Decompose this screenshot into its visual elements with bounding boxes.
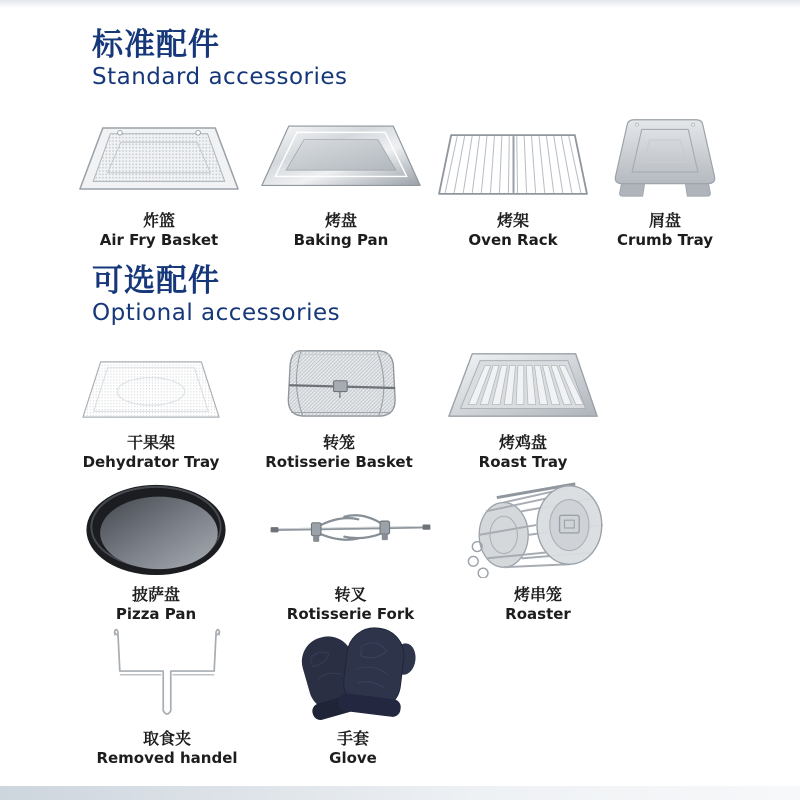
optional-section-header — [92, 264, 340, 328]
accessory-card-glove — [272, 618, 434, 769]
air-fry-basket-icon — [78, 112, 240, 204]
page-bottom-edge-shade — [0, 786, 800, 800]
rotisserie-fork-icon — [268, 492, 433, 564]
accessory-name-en: Baking Pan — [293, 231, 389, 249]
baking-pan-icon — [260, 112, 422, 204]
accessory-card-baking-pan — [260, 110, 422, 251]
accessory-name-zh: 取食夹 — [142, 729, 191, 748]
accessory-name-en: Dehydrator Tray — [82, 453, 220, 471]
accessory-card-removal-handle — [86, 618, 248, 769]
pizza-pan-icon — [82, 480, 230, 578]
accessory-name-en: Oven Rack — [468, 231, 558, 249]
roaster-icon — [459, 478, 617, 578]
accessory-name-en: Glove — [329, 749, 377, 767]
accessory-name-en: Rotisserie Fork — [286, 605, 415, 623]
accessory-name-zh: 烤架 — [496, 211, 529, 230]
dehydrator-tray-icon — [76, 352, 226, 426]
accessory-card-pizza-pan — [75, 478, 237, 625]
accessory-name-zh: 披萨盘 — [131, 585, 180, 604]
accessory-name-en: Roast Tray — [478, 453, 568, 471]
accessory-card-rotisserie-fork — [268, 478, 433, 625]
standard-section-header — [92, 28, 348, 92]
accessory-card-roast-tray — [442, 338, 604, 473]
accessory-name-en: Crumb Tray — [616, 231, 714, 249]
accessory-name-en: Rotisserie Basket — [265, 453, 413, 471]
standard-title-zh: 标准配件 — [92, 27, 220, 63]
accessory-card-dehydrator-tray — [70, 338, 232, 473]
rotisserie-basket-icon — [269, 340, 409, 426]
accessory-card-oven-rack — [432, 110, 594, 251]
optional-title-en: Optional accessories — [92, 300, 341, 327]
accessory-name-en: Pizza Pan — [115, 605, 197, 623]
standard-title-en: Standard accessories — [92, 64, 348, 91]
accessory-name-zh: 烤盘 — [324, 211, 357, 230]
roast-tray-icon — [444, 346, 602, 426]
oven-rack-icon — [437, 126, 589, 204]
accessory-name-zh: 转笼 — [322, 433, 355, 452]
accessory-card-rotisserie-basket — [258, 338, 420, 473]
accessory-card-crumb-tray — [584, 110, 746, 251]
removal-handle-icon — [91, 622, 243, 722]
accessory-name-en: Removed handel — [96, 749, 238, 767]
accessory-name-zh: 手套 — [336, 729, 369, 748]
accessory-name-zh: 干果架 — [126, 433, 175, 452]
accessory-name-zh: 烤鸡盘 — [498, 433, 547, 452]
accessory-name-zh: 转叉 — [334, 585, 367, 604]
glove-icon — [279, 620, 427, 722]
crumb-tray-icon — [602, 112, 728, 204]
accessory-name-en: Roaster — [505, 605, 571, 623]
optional-title-zh: 可选配件 — [92, 263, 220, 299]
accessory-name-en: Air Fry Basket — [99, 231, 219, 249]
accessory-name-zh: 炸篮 — [142, 211, 175, 230]
accessory-card-roaster — [457, 478, 619, 625]
page-top-edge-shade — [0, 0, 800, 8]
accessory-name-zh: 屑盘 — [648, 211, 681, 230]
accessory-name-zh: 烤串笼 — [513, 585, 562, 604]
accessory-card-air-fry-basket — [78, 110, 240, 251]
